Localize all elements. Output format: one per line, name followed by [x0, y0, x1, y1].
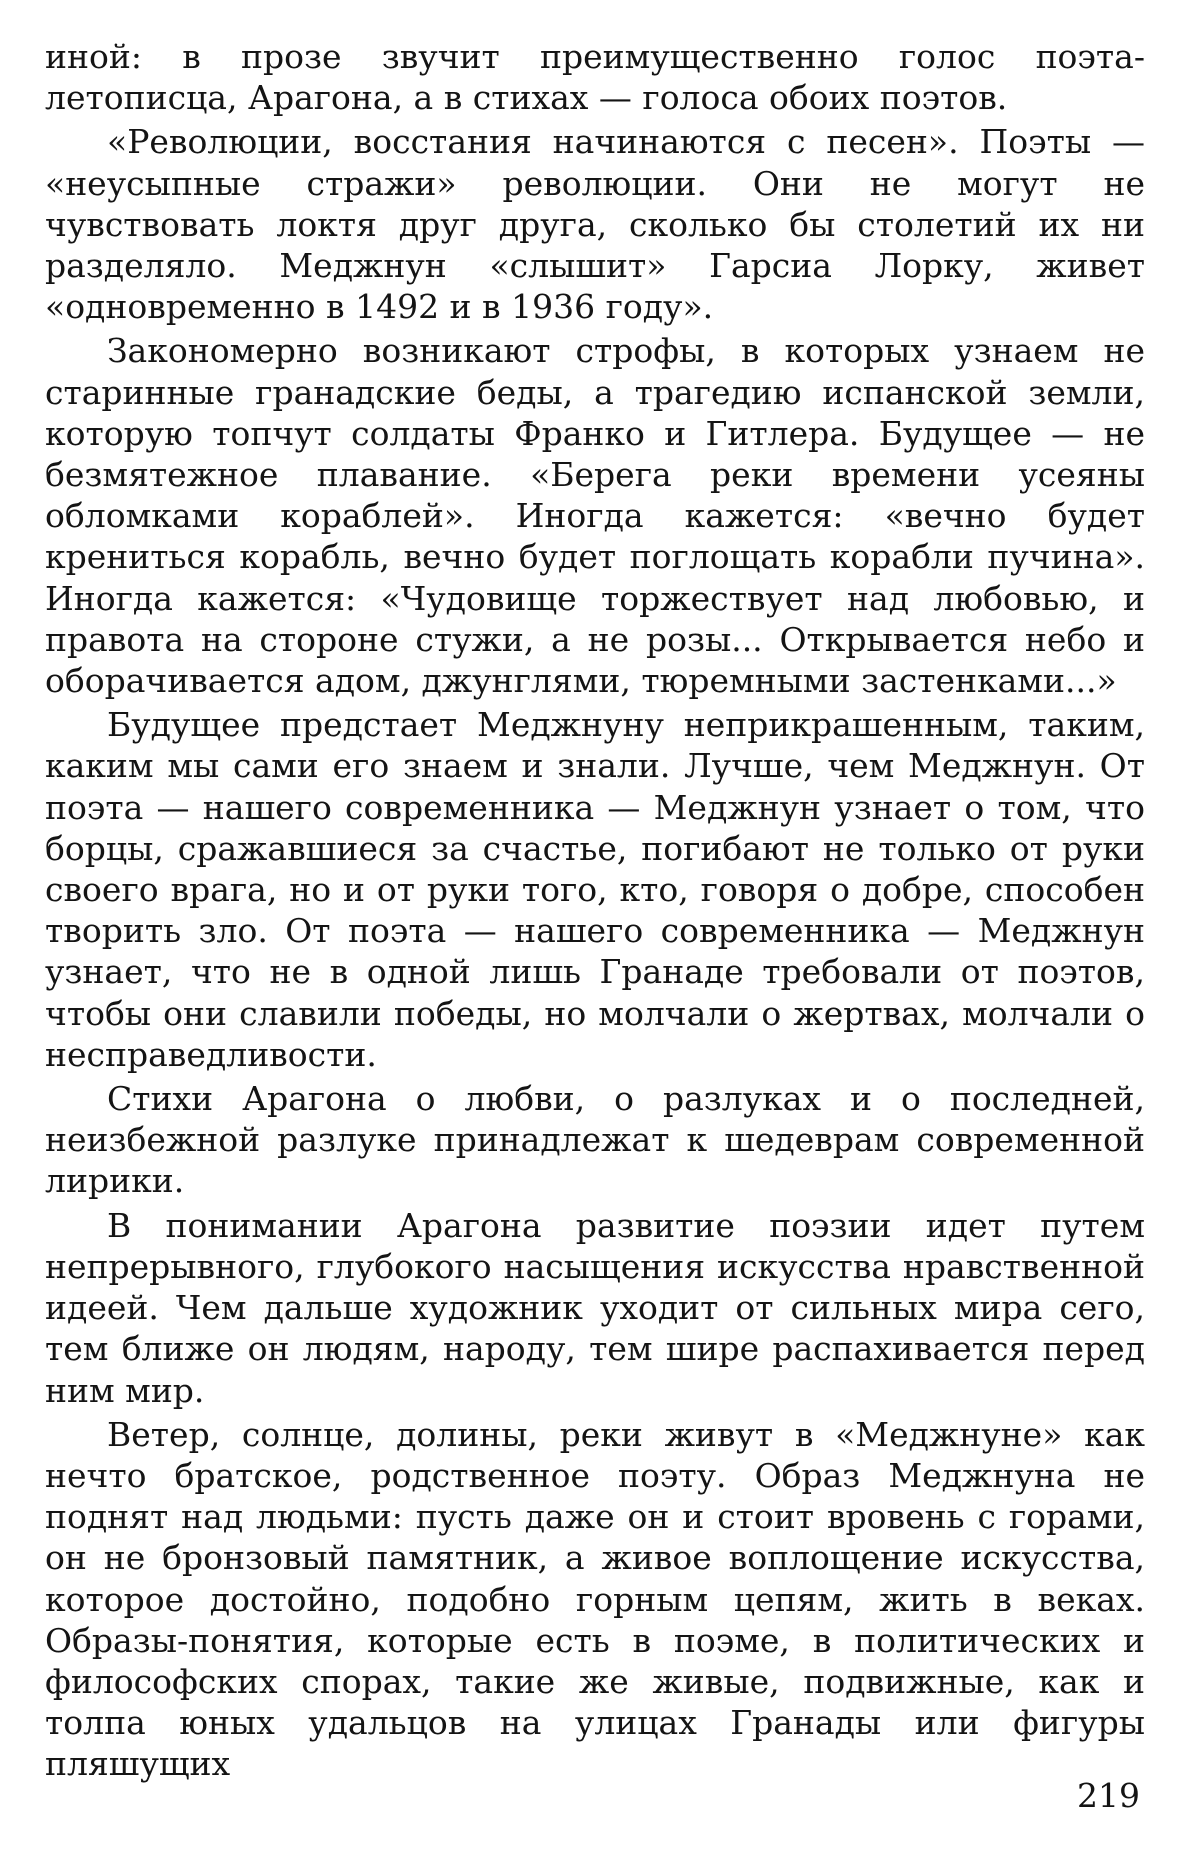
paragraph-6: В понимании Арагона развитие поэзии идет путем непрерывного, глубокого насыщения искусства нравственной идеей. Чем дальше художник уходит от сильных мира сего, тем ближе он людям, народу, тем шире распахивается перед ним мир. [45, 1205, 1145, 1410]
paragraph-5: Стихи Арагона о любви, о разлуках и о последней, неизбежной разлуке принадлежат к шедеврам современной лирики. [45, 1079, 1145, 1201]
paragraph-4: Будущее предстает Меджнуну неприкрашенным, таким, каким мы сами его знаем и знали. Лучше, чем Меджнун. От поэта — нашего современника — Меджнун узнает о том, что борцы, сражавшиеся за счастье, погибают не только от руки своего врага, но и от руки того, кто, говоря о добре, способен творить зло. От поэта — нашего современника — Меджнун узнает, что не в одной лишь Гранаде требовали от поэтов, чтобы они славили победы, но молчали о жертвах, молчали о несправедливости. [45, 705, 1145, 1074]
paragraph-7: Ветер, солнце, долины, реки живут в «Меджнуне» как нечто братское, родственное поэту. Образ Меджнуна не поднят над людьми: пусть даже он и стоит вровень с горами, он не бронзовый памятник, а живое воплощение искусства, которое достойно, подобно горным цепям, жить в веках. Образы-понятия, которые есть в поэме, в политических и философских спорах, такие же живые, подвижные, как и толпа юных удальцов на улицах Гранады или фигуры пляшущих [45, 1414, 1145, 1784]
book-page [45, 36, 1145, 1788]
page-number: 219 [1077, 1776, 1140, 1815]
paragraph-3: Закономерно возникают строфы, в которых узнаем не старинные гранадские беды, а трагедию испанской земли, которую топчут солдаты Франко и Гитлера. Будущее — не безмятежное плавание. «Берега реки времени усеяны обломками кораблей». Иногда кажется: «вечно будет крениться корабль, вечно будет поглощать корабли пучина». Иногда кажется: «Чудовище торжествует над любовью, и правота на стороне стужи, а не розы... Открывается небо и оборачивается адом, джунглями, тюремными застенками...» [45, 331, 1145, 701]
paragraph-1: иной: в прозе звучит преимущественно голос поэта-летописца, Арагона, а в стихах — голоса обоих поэтов. [45, 37, 1145, 118]
paragraph-2: «Революции, восстания начинаются с песен». Поэты — «неусыпные стражи» революции. Они не могут не чувствовать локтя друг друга, сколько бы столетий их ни разделяло. Меджнун «слышит» Гарсиа Лорку, живет «одновременно в 1492 и в 1936 году». [45, 122, 1145, 327]
